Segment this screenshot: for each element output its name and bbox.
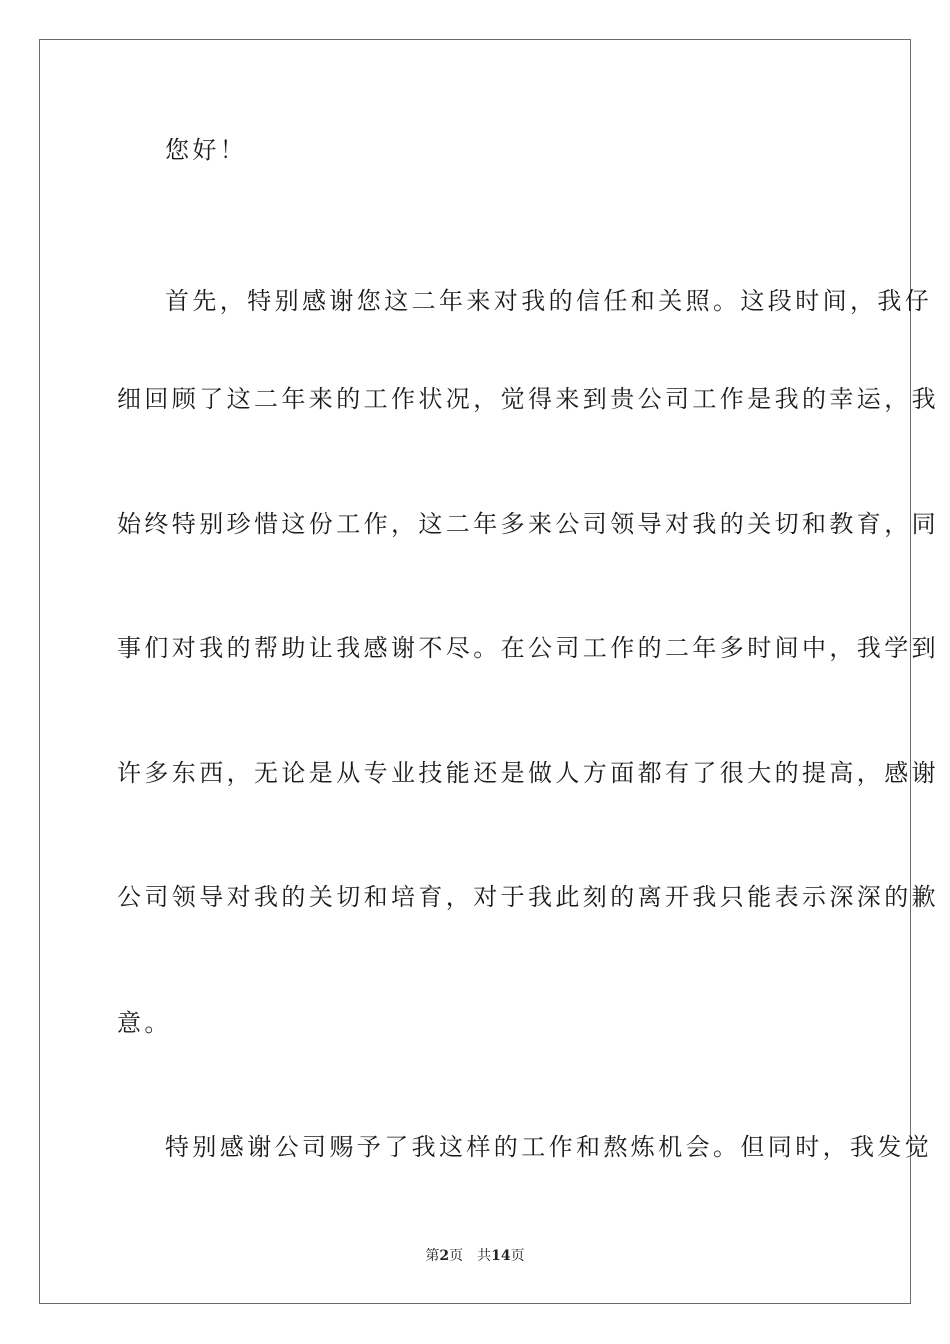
total-prefix: 共: [477, 1248, 492, 1264]
page-prefix: 第: [425, 1248, 440, 1264]
page-number: 2: [439, 1248, 450, 1264]
page-border: [39, 39, 939, 1304]
total-pages: 14: [491, 1248, 511, 1264]
page-suffix: 页: [449, 1248, 464, 1264]
paragraph-2-line-1: 特别感谢公司赐予了我这样的工作和熬炼机会。但同时，我发觉: [165, 1133, 933, 1161]
paragraph-1-line-2: 细回顾了这二年来的工作状况，觉得来到贵公司工作是我的幸运，我: [117, 385, 939, 413]
paragraph-1-line-1: 首先，特别感谢您这二年来对我的信任和关照。这段时间，我仔: [165, 287, 933, 315]
paragraph-1-line-7: 意。: [117, 1009, 172, 1037]
page-footer: [0, 1247, 950, 1265]
paragraph-1-line-6: 公司领导对我的关切和培育，对于我此刻的离开我只能表示深深的歉: [117, 883, 939, 911]
paragraph-1-line-3: 始终特别珍惜这份工作，这二年多来公司领导对我的关切和教育，同: [117, 510, 939, 538]
greeting: 您好！: [165, 136, 248, 164]
paragraph-1-line-5: 许多东西，无论是从专业技能还是做人方面都有了很大的提高，感谢: [117, 759, 939, 787]
paragraph-1-line-4: 事们对我的帮助让我感谢不尽。在公司工作的二年多时间中，我学到: [117, 634, 939, 662]
total-suffix: 页: [510, 1248, 525, 1264]
